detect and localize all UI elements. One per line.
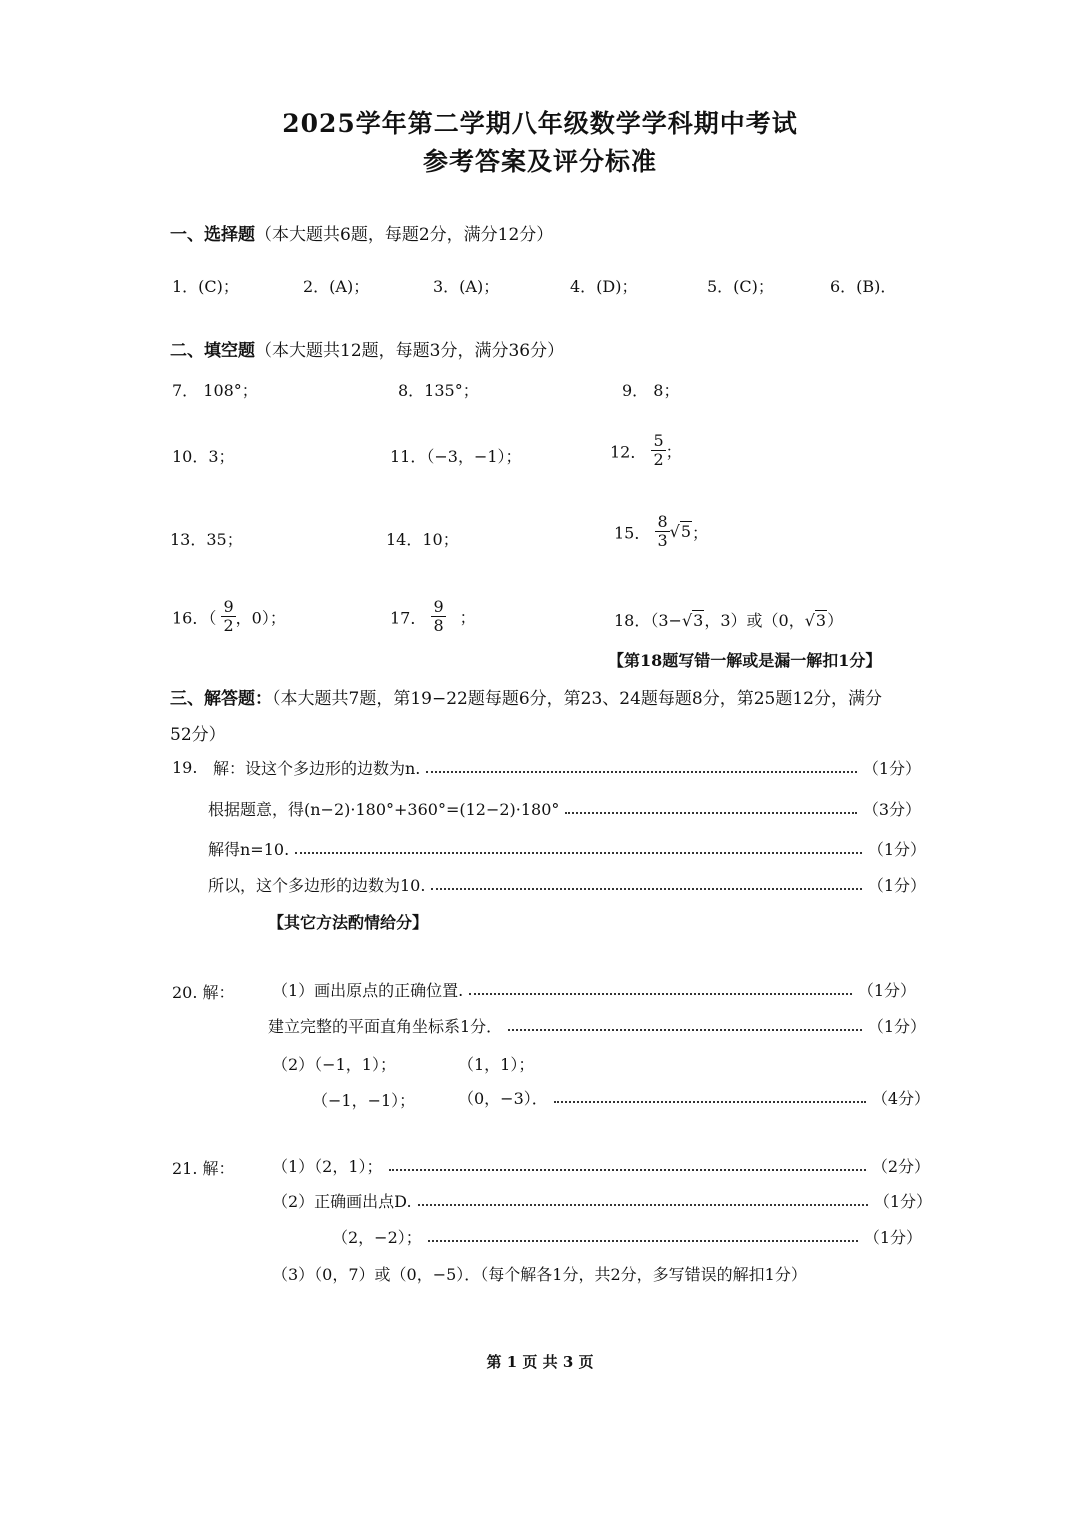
- q20-label: 20. 解：: [172, 983, 235, 1002]
- leader-dots: [389, 1160, 866, 1171]
- q21-step-3-text: （2，−2）；: [332, 1228, 422, 1247]
- page-subtitle: 参考答案及评分标准: [422, 147, 657, 176]
- q21-label: 21. 解：: [172, 1159, 235, 1178]
- q21-step-4: （3）（0，7）或（0，−5）．（每个解各1分，共2分，多写错误的解扣1分）: [272, 1265, 807, 1284]
- q19-step-4-score: （1分）: [867, 876, 926, 895]
- section3-heading-line: [170, 684, 882, 709]
- q19-step-1-score: （1分）: [862, 759, 921, 778]
- q21-step-2: [272, 1189, 932, 1212]
- fill-answer-15: [614, 513, 708, 551]
- mc-answer-3: 3．(A)；: [433, 277, 500, 296]
- q21-step-2-score: （1分）: [873, 1192, 932, 1211]
- fraction: [221, 598, 235, 636]
- mc-answer-2: 2．(A)；: [303, 277, 370, 296]
- q21-step-1-score: （2分）: [871, 1157, 930, 1176]
- q19-step-2: [208, 797, 921, 820]
- radicand: 3: [815, 611, 827, 630]
- mc-answer-6: 6．(B)．: [830, 277, 897, 296]
- q20-step-1-text: （1）画出原点的正确位置.: [272, 981, 464, 1000]
- page-title: 2025学年第二学期八年级数学学科期中考试: [282, 109, 798, 138]
- q20-step-1: [272, 978, 916, 1001]
- q21-step-2-text: （2）正确画出点D.: [272, 1192, 412, 1211]
- q19-step-1: [213, 756, 921, 779]
- radicand: 3: [693, 611, 704, 630]
- mc-answer-1: 1．(C)；: [172, 277, 239, 296]
- fraction: [655, 513, 669, 551]
- square-root: √3: [681, 611, 704, 630]
- q21-step-3: [332, 1225, 922, 1248]
- fill-answer-8: 8．135°；: [398, 381, 479, 400]
- fill-answer-12: [610, 432, 682, 470]
- leader-dots: [418, 1195, 868, 1206]
- fill-answer-11: 11．（−3，−1）；: [390, 447, 522, 466]
- fill-answer-16: [172, 598, 286, 636]
- fill-answer-14: 14．10；: [386, 530, 459, 549]
- fill-answer-10: 10．3；: [172, 447, 235, 466]
- q20-answer-2-score: （4分）: [871, 1089, 930, 1108]
- fill-answer-12-tail: ；: [665, 442, 682, 462]
- fill-answer-15-label: 15．: [614, 523, 651, 543]
- fraction-numerator: 8: [657, 512, 668, 531]
- page-number: 第 1 页 共 3 页: [486, 1353, 594, 1371]
- fraction: [651, 432, 665, 470]
- fill-answer-17-label: 17．: [390, 608, 427, 628]
- square-root: √3: [804, 611, 827, 630]
- q19-label: 19.: [172, 758, 198, 777]
- q19-step-4-text: 所以，这个多边形的边数为10.: [208, 876, 426, 895]
- section2-heading: 二、填空题: [170, 341, 255, 361]
- leader-dots: [554, 1092, 866, 1103]
- section3-heading: 三、解答题：: [170, 689, 272, 709]
- fill-answer-18: [614, 608, 843, 631]
- radicand: 5: [680, 522, 692, 542]
- fill-answer-12-label: 12．: [610, 442, 647, 462]
- fraction-denominator: 2: [223, 616, 234, 636]
- fill-answer-7: 7． 108°；: [172, 381, 258, 400]
- fill-answer-16-tail: ，0）；: [235, 608, 286, 628]
- q21-step-1: [272, 1154, 930, 1177]
- leader-dots: [508, 1020, 862, 1031]
- fraction-denominator: 3: [657, 531, 668, 551]
- section1-heading-line: [170, 220, 553, 245]
- square-root: √5: [669, 522, 692, 542]
- fill-answer-16-label: 16．（: [172, 608, 217, 628]
- fill-answer-15-tail: ；: [692, 523, 709, 543]
- section3-note-line2: 52分）: [170, 725, 226, 745]
- q18-scoring-note: 【第18题写错一解或是漏一解扣1分】: [608, 651, 882, 670]
- fill-answer-18-part-b: ，3）或（0，: [704, 611, 805, 630]
- fraction-numerator: 9: [433, 597, 444, 616]
- fraction-denominator: 8: [433, 616, 444, 636]
- q20-step-2-score: （1分）: [867, 1017, 926, 1036]
- q19-step-3: [208, 837, 926, 860]
- q20-step-2-text: 建立完整的平面直角坐标系1分．: [268, 1017, 503, 1036]
- leader-dots: [431, 879, 861, 890]
- q20-answer-2a: （2）（−1，1）；: [272, 1055, 396, 1074]
- fill-answer-18-part-a: 18．（3−: [614, 611, 682, 630]
- q20-answer-2c: （−1，−1）；: [312, 1091, 416, 1110]
- mc-answer-4: 4．(D)；: [570, 277, 638, 296]
- section3-note-line1: （本大题共7题，第19−22题每题6分，第23、24题每题8分，第25题12分，满分: [272, 689, 882, 709]
- leader-dots: [295, 843, 862, 854]
- q19-step-3-score: （1分）: [867, 840, 926, 859]
- q19-step-2-score: （3分）: [862, 800, 921, 819]
- fill-answer-18-part-c: ）: [827, 611, 844, 630]
- fraction-denominator: 2: [653, 450, 664, 470]
- fraction-numerator: 5: [653, 431, 664, 450]
- fill-answer-17: [390, 598, 476, 636]
- q21-step-1-text: （1）（2，1）；: [272, 1157, 383, 1176]
- section2-heading-line: [170, 336, 564, 361]
- leader-dots: [428, 1231, 858, 1242]
- leader-dots: [426, 762, 856, 773]
- q19-step-1-text: 解：设这个多边形的边数为n.: [213, 759, 421, 778]
- section1-heading: 一、选择题: [170, 225, 255, 245]
- section2-note: （本大题共12题，每题3分，满分36分）: [255, 341, 565, 361]
- q20-step-1-score: （1分）: [857, 981, 916, 1000]
- fill-answer-9: 9． 8；: [622, 381, 680, 400]
- q19-alt-method-note: 【其它方法酌情给分】: [268, 913, 429, 932]
- q21-step-3-score: （1分）: [863, 1228, 922, 1247]
- q20-answer-2b: （1，1）；: [458, 1055, 535, 1074]
- q20-answer-2d-text: （0，−3）．: [458, 1089, 548, 1108]
- q19-step-3-text: 解得n=10.: [208, 840, 290, 859]
- leader-dots: [565, 803, 856, 814]
- q19-step-4: [208, 873, 926, 896]
- q19-step-2-text: 根据题意，得(n−2)·180°+360°=(12−2)·180°: [208, 800, 560, 819]
- fill-answer-13: 13．35；: [170, 530, 243, 549]
- leader-dots: [469, 984, 852, 995]
- section1-note: （本大题共6题，每题2分，满分12分）: [255, 225, 554, 245]
- q20-answer-2d: [458, 1086, 930, 1109]
- fill-answer-17-tail: ；: [459, 608, 476, 628]
- q20-step-2: [268, 1014, 926, 1037]
- mc-answer-5: 5．(C)；: [707, 277, 774, 296]
- fraction-numerator: 9: [223, 597, 234, 616]
- fraction: [431, 598, 445, 636]
